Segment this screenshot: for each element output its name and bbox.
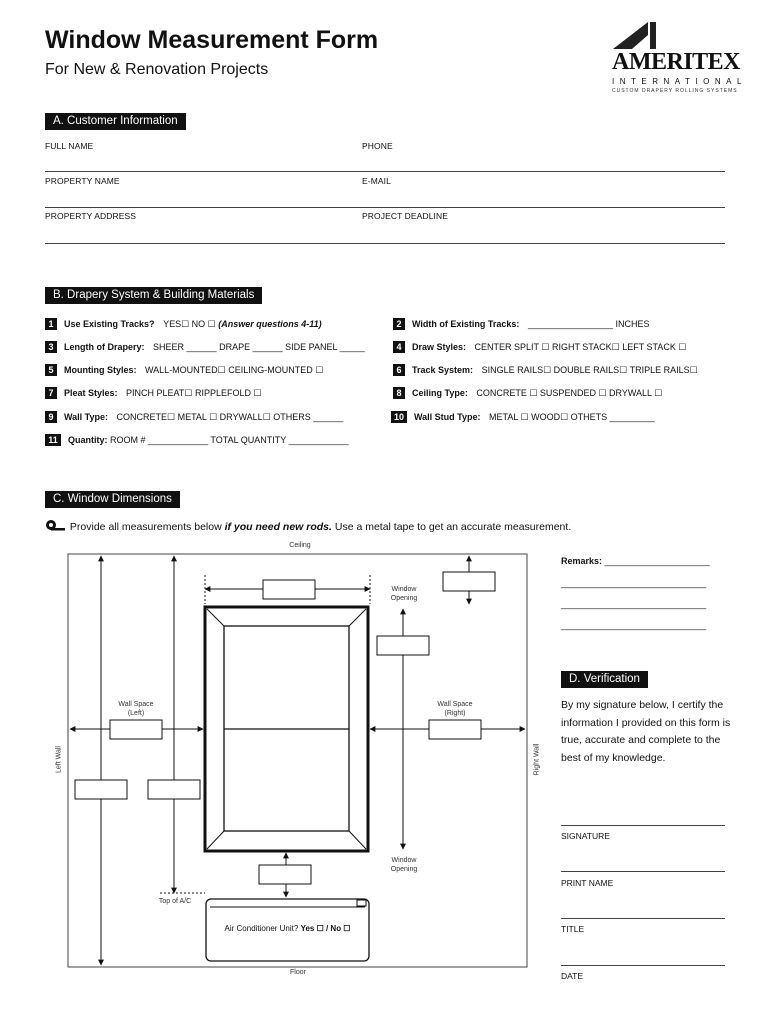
- q10-number: 10: [391, 411, 407, 423]
- remarks-line-3[interactable]: _____________________________: [561, 599, 707, 609]
- logo-name: AMERITEX: [612, 49, 741, 75]
- property-name-label: PROPERTY NAME: [45, 176, 120, 186]
- phone-label: PHONE: [362, 141, 393, 151]
- q4-number: 4: [393, 341, 405, 353]
- q4-options: CENTER SPLIT ☐ RIGHT STACK☐ LEFT STACK ☐: [474, 342, 687, 352]
- title-line[interactable]: [561, 918, 725, 919]
- remarks-line-2[interactable]: _____________________________: [561, 578, 707, 588]
- q11-number: 11: [45, 434, 61, 446]
- section-b-heading: B. Drapery System & Building Materials: [45, 287, 262, 304]
- q5-label: Mounting Styles:: [64, 365, 137, 375]
- ac-yes-option[interactable]: Yes ☐: [300, 924, 324, 933]
- verification-statement: By my signature below, I certify the information I provided on this form is true, accurate and complete to the best of my knowledge.: [561, 699, 731, 764]
- q9-number: 9: [45, 411, 57, 423]
- signature-line[interactable]: [561, 825, 725, 826]
- property-address-label: PROPERTY ADDRESS: [45, 211, 137, 221]
- section-d-heading: D. Verification: [561, 671, 648, 688]
- wall-space-left-box: [110, 720, 162, 739]
- left-wall-label: Left Wall: [55, 746, 63, 773]
- section-c-heading: C. Window Dimensions: [45, 491, 180, 508]
- section-a-heading: A. Customer Information: [45, 113, 186, 130]
- q6-options: SINGLE RAILS☐ DOUBLE RAILS☐ TRIPLE RAILS☐: [481, 365, 698, 375]
- print-name-label: PRINT NAME: [561, 878, 614, 888]
- print-name-line[interactable]: [561, 871, 725, 872]
- project-deadline-label: PROJECT DEADLINE: [362, 211, 448, 221]
- ceiling-to-ac-box: [148, 780, 200, 799]
- q1-number: 1: [45, 318, 57, 330]
- remarks-line-4[interactable]: _____________________________: [561, 620, 707, 630]
- ac-no-option[interactable]: No ☐: [330, 924, 351, 933]
- q1-options: YES☐ NO ☐: [163, 319, 216, 329]
- q8-options: CONCRETE ☐ SUSPENDED ☐ DRYWALL ☐: [476, 388, 663, 398]
- q3-label: Length of Drapery:: [64, 342, 145, 352]
- logo-subtitle: INTERNATIONAL: [612, 77, 747, 86]
- right-wall-label: Right Wall: [533, 743, 541, 776]
- page-subtitle: For New & Renovation Projects: [45, 61, 269, 78]
- wall-space-right-box: [429, 720, 481, 739]
- q6-label: Track System:: [412, 365, 474, 375]
- q8-number: 8: [393, 387, 405, 399]
- remarks-label[interactable]: Remarks: _____________________: [561, 556, 710, 566]
- q5-number: 5: [45, 364, 57, 376]
- q2-number: 2: [393, 318, 405, 330]
- date-label: DATE: [561, 971, 584, 981]
- q7-number: 7: [45, 387, 57, 399]
- q8-label: Ceiling Type:: [412, 388, 468, 398]
- q11-options: ROOM # ____________ TOTAL QUANTITY ____________: [110, 435, 349, 445]
- ac-question-text: Air Conditioner Unit?: [224, 924, 299, 933]
- ceiling-to-floor-box: [75, 780, 127, 799]
- window-opening-top-label: Window Opening: [390, 586, 418, 602]
- q6-number: 6: [393, 364, 405, 376]
- q7-options: PINCH PLEAT☐ RIPPLEFOLD ☐: [126, 388, 262, 398]
- instruction-pre: Provide all measurements below: [69, 521, 225, 533]
- q1-label: Use Existing Tracks?: [64, 319, 155, 329]
- wall-space-left-label: Wall Space (Left): [118, 701, 154, 717]
- q1-note: (Answer questions 4-11): [218, 319, 322, 329]
- q10-label: Wall Stud Type:: [414, 412, 481, 422]
- window-to-ac-box: [259, 865, 311, 884]
- wall-space-right-label: Wall Space (Right): [437, 701, 473, 717]
- page-title: Window Measurement Form: [45, 26, 379, 54]
- q7-label: Pleat Styles:: [64, 388, 118, 398]
- window-height-box: [377, 636, 429, 655]
- q4-label: Draw Styles:: [412, 342, 467, 352]
- q3-options: SHEER ______ DRAPE ______ SIDE PANEL _____: [153, 342, 365, 352]
- logo-tagline: CUSTOM DRAPERY ROLLING SYSTEMS: [612, 88, 738, 94]
- ceiling-to-window-box: [443, 572, 495, 591]
- window-opening-bottom-label: Window Opening: [390, 857, 418, 873]
- q11-label: Quantity:: [68, 435, 108, 445]
- instruction-post: Use a metal tape to get an accurate measurement.: [331, 521, 572, 533]
- ceiling-label: Ceiling: [289, 542, 311, 549]
- window-width-box: [263, 580, 315, 599]
- title-label: TITLE: [561, 924, 585, 934]
- email-label: E-MAIL: [362, 176, 391, 186]
- q9-options: CONCRETE☐ METAL ☐ DRYWALL☐ OTHERS ______: [116, 412, 344, 422]
- q5-options: WALL-MOUNTED☐ CEILING-MOUNTED ☐: [145, 365, 324, 375]
- q2-options: _________________ INCHES: [527, 319, 650, 329]
- full-name-label: FULL NAME: [45, 141, 94, 151]
- floor-label: Floor: [290, 969, 306, 976]
- q9-label: Wall Type:: [64, 412, 109, 422]
- date-line[interactable]: [561, 965, 725, 966]
- q3-number: 3: [45, 341, 57, 353]
- top-of-ac-label: Top of A/C: [158, 898, 192, 905]
- q2-label: Width of Existing Tracks:: [412, 319, 520, 329]
- ac-question[interactable]: Air Conditioner Unit? Yes ☐ / No ☐: [224, 924, 351, 933]
- q10-options: METAL ☐ WOOD☐ OTHETS _________: [489, 412, 655, 422]
- instruction-emphasis: if you need new rods.: [224, 521, 332, 533]
- signature-label: SIGNATURE: [561, 831, 610, 841]
